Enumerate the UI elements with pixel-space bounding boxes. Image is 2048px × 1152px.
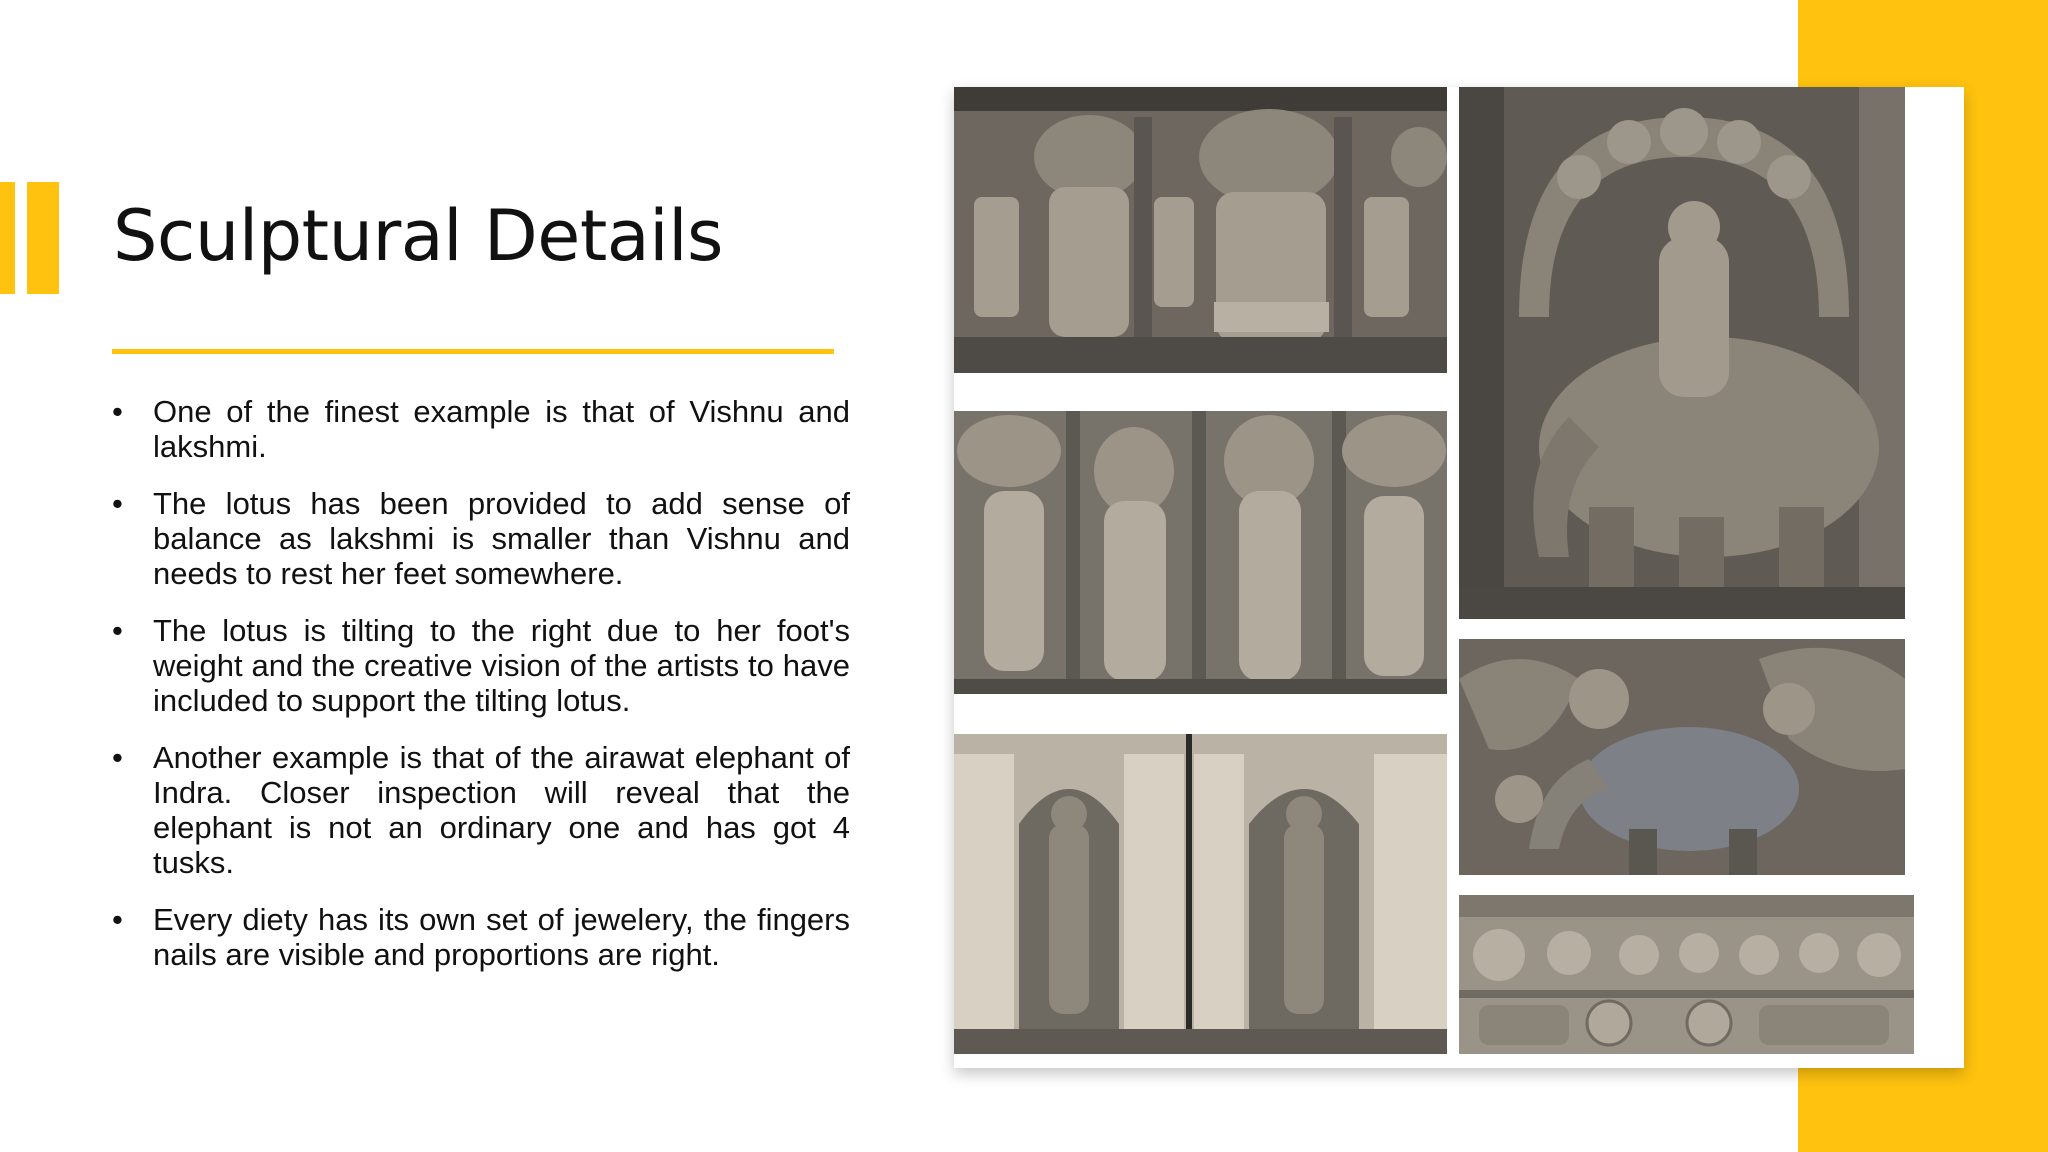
photo-temple-base-frieze [1459, 895, 1914, 1054]
bullet-text: The lotus has been provided to add sense of balance as lakshmi is smaller than Vishnu and needs to rest her feet somewhere. [153, 486, 850, 591]
bullet-item [112, 613, 850, 718]
bullet-dot-icon: • [112, 740, 123, 775]
bullet-dot-icon: • [112, 486, 123, 521]
bullet-text: One of the finest example is that of Vishnu and lakshmi. [153, 394, 850, 464]
photo-collage [954, 87, 1964, 1068]
bullet-item [112, 740, 850, 880]
slide-title: Sculptural Details [113, 195, 724, 277]
bullet-item [112, 902, 850, 972]
bullet-text: Every diety has its own set of jewelery, the fingers nails are visible and proportions are right. [153, 902, 850, 972]
bullet-text: The lotus is tilting to the right due to her foot's weight and the creative vision of the artists to have included to support the tilting lotus. [153, 613, 850, 718]
title-underline [112, 349, 834, 354]
photo-dancing-deities-frieze [954, 411, 1447, 694]
bullet-dot-icon: • [112, 613, 123, 648]
photo-airawat-elephant [1459, 87, 1905, 619]
photo-elephant-frieze-detail [1459, 639, 1905, 875]
bullet-item [112, 394, 850, 464]
bullet-dot-icon: • [112, 394, 123, 429]
bullet-dot-icon: • [112, 902, 123, 937]
title-accent-bar-thin [0, 182, 15, 294]
bullet-text: Another example is that of the airawat elephant of Indra. Closer inspection will reveal that the elephant is not an ordinary one and has got 4 tusks. [153, 740, 850, 880]
title-accent-bar-thick [27, 182, 59, 294]
bullet-list [112, 394, 850, 994]
photo-vishnu-lakshmi-panel [954, 87, 1447, 373]
photo-standing-vishnu-idols [954, 734, 1447, 1054]
bullet-item [112, 486, 850, 591]
